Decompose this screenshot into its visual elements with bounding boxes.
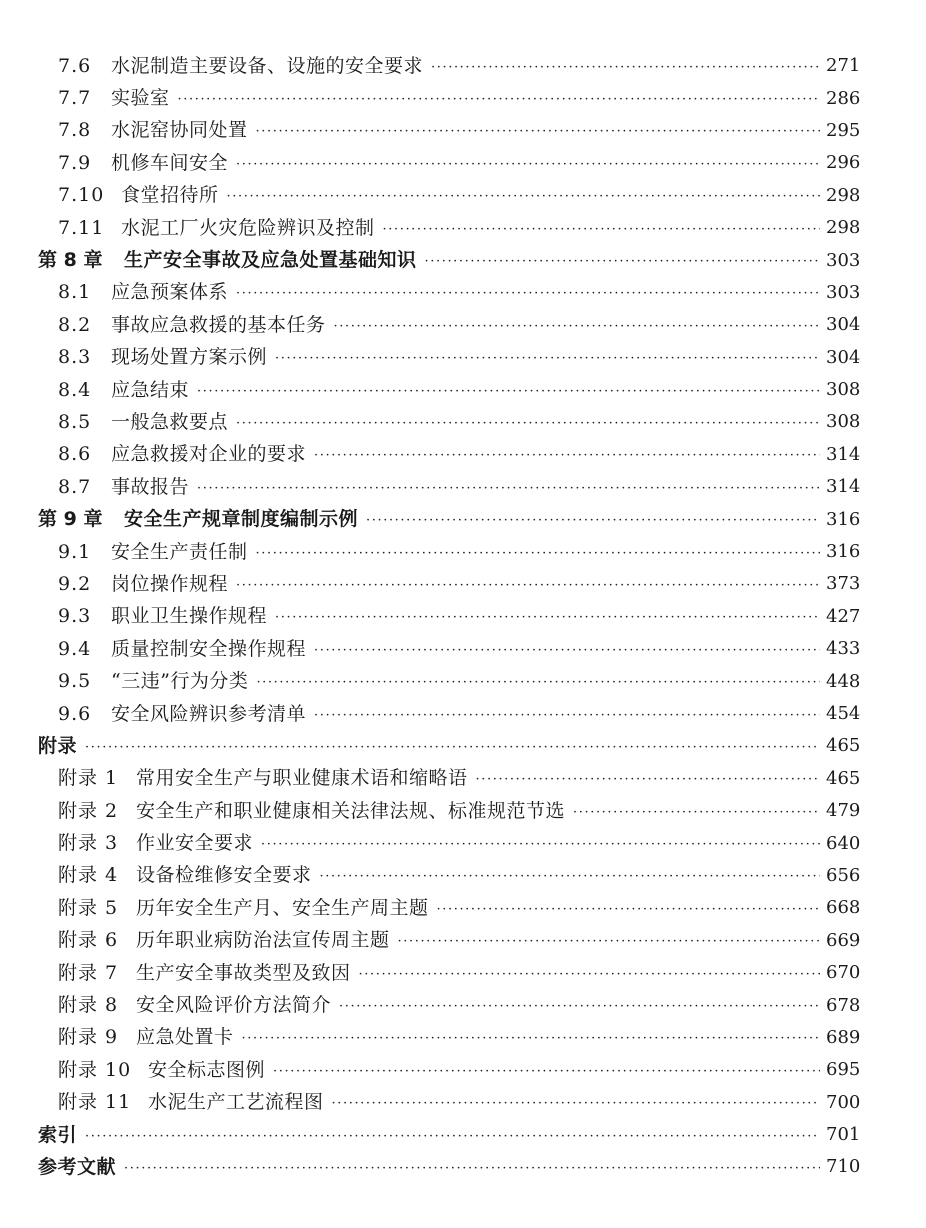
- toc-entry[interactable]: [38, 536, 860, 568]
- toc-entry[interactable]: [38, 342, 860, 374]
- section-number: 9.4: [58, 637, 92, 660]
- section-number: 8.7: [58, 475, 92, 498]
- toc-entry[interactable]: [38, 277, 860, 309]
- leader-dots: [334, 320, 820, 333]
- chapter-title: 安全生产规章制度编制示例: [124, 508, 359, 531]
- chapter-number: 第 9 章: [38, 508, 103, 531]
- appendix-number: 附录 7: [58, 961, 119, 984]
- page-number: 669: [826, 929, 861, 951]
- table-of-contents: [38, 50, 860, 1184]
- toc-entry[interactable]: [38, 827, 860, 859]
- appendix-entry-title: 历年职业病防治法宣传周主题: [136, 929, 390, 952]
- toc-entry[interactable]: [38, 892, 860, 924]
- page-number: 286: [826, 87, 861, 109]
- page-number: 465: [826, 735, 861, 757]
- section-title: “三违”行为分类: [111, 670, 249, 693]
- page-number: 668: [826, 897, 861, 919]
- page-number: 304: [826, 346, 861, 368]
- section-number: 7.9: [58, 151, 92, 174]
- page-number: 710: [826, 1156, 861, 1178]
- section-number: 8.3: [58, 346, 92, 369]
- section-title: 应急预案体系: [111, 281, 229, 304]
- leader-dots: [197, 482, 820, 495]
- leader-dots: [339, 1000, 820, 1013]
- leader-dots: [359, 968, 820, 981]
- page-number: 298: [826, 184, 861, 206]
- appendix-number: 附录 5: [58, 896, 119, 919]
- page-number: 689: [826, 1026, 861, 1048]
- appendix-number: 附录 11: [58, 1091, 132, 1114]
- leader-dots: [366, 514, 820, 527]
- page-number: 314: [826, 476, 861, 498]
- leader-dots: [425, 255, 820, 268]
- toc-entry[interactable]: [38, 82, 860, 114]
- appendix-entry-title: 安全标志图例: [148, 1058, 266, 1081]
- page-number: 656: [826, 864, 861, 886]
- section-title: 机修车间安全: [111, 151, 229, 174]
- references-title: 参考文献: [38, 1155, 117, 1178]
- page-number: 465: [826, 767, 861, 789]
- page-number: 427: [826, 605, 861, 627]
- toc-entry[interactable]: [38, 374, 860, 406]
- leader-dots: [124, 1162, 820, 1175]
- appendix-entry-title: 水泥生产工艺流程图: [148, 1091, 324, 1114]
- page-number: 271: [826, 55, 861, 77]
- leader-dots: [275, 352, 820, 365]
- section-title: 应急结束: [111, 378, 190, 401]
- toc-entry[interactable]: [38, 665, 860, 697]
- toc-appendix-heading[interactable]: [38, 730, 860, 762]
- toc-references-heading[interactable]: [38, 1151, 860, 1183]
- section-number: 9.3: [58, 605, 92, 628]
- appendix-entry-title: 历年安全生产月、安全生产周主题: [136, 896, 429, 919]
- section-title: 事故报告: [111, 475, 190, 498]
- section-number: 8.2: [58, 313, 92, 336]
- toc-entry[interactable]: [38, 439, 860, 471]
- toc-index-heading[interactable]: [38, 1119, 860, 1151]
- section-title: 现场处置方案示例: [111, 346, 268, 369]
- section-number: 7.8: [58, 119, 92, 142]
- section-title: 水泥工厂火灾危险辨识及控制: [121, 216, 375, 239]
- toc-entry[interactable]: [38, 50, 860, 82]
- section-number: 8.4: [58, 378, 92, 401]
- page-number: 433: [826, 638, 861, 660]
- page-number: 304: [826, 314, 861, 336]
- toc-entry[interactable]: [38, 698, 860, 730]
- section-title: 应急救援对企业的要求: [111, 443, 307, 466]
- page-number: 296: [826, 152, 861, 174]
- page-number: 295: [826, 119, 861, 141]
- leader-dots: [227, 190, 820, 203]
- section-number: 9.1: [58, 540, 92, 563]
- section-number: 8.5: [58, 410, 92, 433]
- leader-dots: [573, 806, 820, 819]
- section-number: 7.11: [58, 216, 105, 239]
- page-number: 695: [826, 1059, 861, 1081]
- section-title: 安全生产责任制: [111, 540, 248, 563]
- page-number: 700: [826, 1091, 861, 1113]
- page-number: 701: [826, 1124, 861, 1146]
- page-number: 454: [826, 703, 861, 724]
- toc-entry[interactable]: [38, 115, 860, 147]
- page-number: 448: [826, 670, 861, 692]
- leader-dots: [236, 287, 820, 300]
- leader-dots: [236, 579, 820, 592]
- appendix-number: 附录 3: [58, 832, 119, 855]
- appendix-entry-title: 应急处置卡: [136, 1026, 234, 1049]
- leader-dots: [256, 676, 820, 689]
- toc-entry[interactable]: [38, 1022, 860, 1054]
- toc-entry[interactable]: [38, 471, 860, 503]
- leader-dots: [437, 903, 820, 916]
- section-title: 水泥制造主要设备、设施的安全要求: [111, 54, 424, 77]
- leader-dots: [332, 1097, 820, 1110]
- leader-dots: [197, 385, 820, 398]
- section-number: 9.5: [58, 670, 92, 693]
- section-title: 食堂招待所: [121, 184, 219, 207]
- leader-dots: [383, 223, 820, 236]
- section-number: 9.6: [58, 702, 92, 725]
- section-number: 8.6: [58, 443, 92, 466]
- appendix-entry-title: 生产安全事故类型及致因: [136, 961, 351, 984]
- toc-entry[interactable]: [38, 1054, 860, 1086]
- chapter-title: 生产安全事故及应急处置基础知识: [124, 249, 417, 272]
- toc-chapter-entry[interactable]: [38, 244, 860, 276]
- leader-dots: [320, 870, 820, 883]
- page-number: 303: [826, 249, 861, 271]
- page-number: 316: [826, 508, 861, 530]
- page-number: 308: [826, 379, 861, 401]
- section-number: 7.6: [58, 54, 92, 77]
- toc-entry[interactable]: [38, 1087, 860, 1119]
- leader-dots: [314, 449, 820, 462]
- leader-dots: [314, 644, 820, 657]
- section-title: 岗位操作规程: [111, 572, 229, 595]
- toc-entry[interactable]: [38, 212, 860, 244]
- page-number: 678: [826, 994, 861, 1016]
- leader-dots: [256, 547, 820, 560]
- toc-entry[interactable]: [38, 568, 860, 600]
- page-number: 316: [826, 541, 861, 563]
- section-number: 7.7: [58, 87, 92, 110]
- toc-entry[interactable]: [38, 309, 860, 341]
- leader-dots: [85, 741, 820, 754]
- leader-dots: [273, 1065, 820, 1078]
- leader-dots: [431, 61, 820, 74]
- leader-dots: [236, 417, 820, 430]
- toc-entry[interactable]: [38, 989, 860, 1021]
- section-title: 实验室: [111, 87, 170, 110]
- leader-dots: [85, 1130, 820, 1143]
- page-number: 308: [826, 411, 861, 433]
- page-number: 670: [826, 962, 861, 984]
- leader-dots: [178, 93, 820, 106]
- appendix-number: 附录 10: [58, 1058, 132, 1081]
- chapter-number: 第 8 章: [38, 249, 103, 272]
- leader-dots: [275, 611, 820, 624]
- section-title: 水泥窑协同处置: [111, 119, 248, 142]
- appendix-number: 附录 9: [58, 1026, 119, 1049]
- toc-entry[interactable]: [38, 795, 860, 827]
- appendix-number: 附录 6: [58, 929, 119, 952]
- toc-entry[interactable]: [38, 860, 860, 892]
- toc-entry[interactable]: [38, 925, 860, 957]
- appendix-entry-title: 安全风险评价方法简介: [136, 994, 332, 1017]
- page-number: 479: [826, 800, 861, 822]
- appendix-number: 附录 8: [58, 994, 119, 1017]
- leader-dots: [261, 838, 820, 851]
- leader-dots: [236, 158, 820, 171]
- section-title: 事故应急救援的基本任务: [111, 313, 326, 336]
- appendix-number: 附录 1: [58, 767, 119, 790]
- section-title: 安全风险辨识参考清单: [111, 702, 307, 725]
- page-number: 314: [826, 443, 861, 465]
- toc-entry[interactable]: [38, 180, 860, 212]
- page-number: 373: [826, 573, 861, 595]
- leader-dots: [314, 709, 820, 722]
- section-title: 职业卫生操作规程: [111, 605, 268, 628]
- toc-entry[interactable]: [38, 406, 860, 438]
- appendix-title: 附录: [38, 734, 78, 757]
- leader-dots: [398, 935, 820, 948]
- index-title: 索引: [38, 1123, 78, 1146]
- section-number: 8.1: [58, 281, 92, 304]
- section-number: 9.2: [58, 572, 92, 595]
- toc-entry[interactable]: [38, 633, 860, 665]
- appendix-entry-title: 作业安全要求: [136, 832, 254, 855]
- appendix-number: 附录 4: [58, 864, 119, 887]
- appendix-entry-title: 安全生产和职业健康相关法律法规、标准规范节选: [136, 799, 566, 822]
- toc-entry[interactable]: [38, 957, 860, 989]
- appendix-entry-title: 设备检维修安全要求: [136, 864, 312, 887]
- section-title: 一般急救要点: [111, 410, 229, 433]
- toc-chapter-entry[interactable]: [38, 503, 860, 535]
- leader-dots: [242, 1032, 820, 1045]
- toc-entry[interactable]: [38, 763, 860, 795]
- toc-entry[interactable]: [38, 147, 860, 179]
- page-number: 298: [826, 217, 861, 239]
- page-number: 303: [826, 281, 861, 303]
- appendix-entry-title: 常用安全生产与职业健康术语和缩略语: [136, 767, 468, 790]
- page-number: 640: [826, 832, 861, 854]
- section-number: 7.10: [58, 184, 105, 207]
- leader-dots: [256, 125, 820, 138]
- leader-dots: [476, 773, 820, 786]
- section-title: 质量控制安全操作规程: [111, 637, 307, 660]
- toc-entry[interactable]: [38, 601, 860, 633]
- appendix-number: 附录 2: [58, 799, 119, 822]
